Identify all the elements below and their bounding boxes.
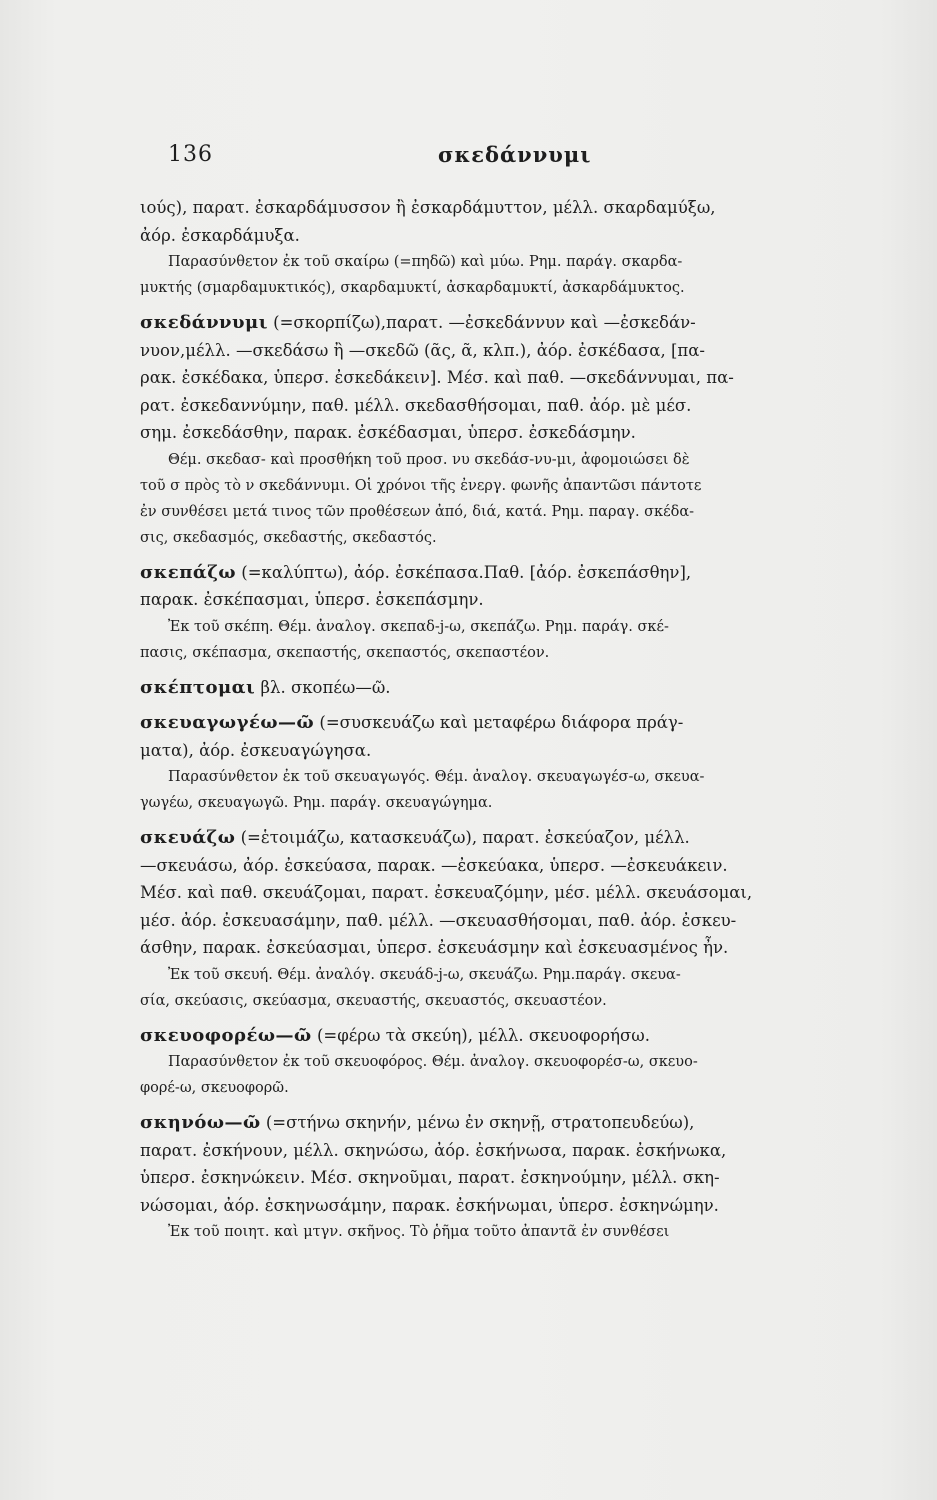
entry-line: μέσ. ἀόρ. ἐσκευασάμην, παθ. μέλλ. —σκευασθήσομαι, παθ. ἀόρ. ἐσκευ-	[140, 910, 737, 930]
entry-line: ματα), ἀόρ. ἐσκευαγώγησα.	[140, 740, 372, 760]
entry-line: ρακ. ἐσκέδακα, ὑπερσ. ἐσκεδάκειν]. Μέσ. καὶ παθ. —σκεδάννυμαι, πα-	[140, 368, 734, 387]
running-head: σκεδάννυμι	[438, 142, 592, 167]
entry-line: νώσομαι, ἀόρ. ἐσκηνωσάμην, παρακ. ἐσκήνωμαι, ὑπερσ. ἐσκηνώμην.	[140, 1195, 719, 1215]
entry-line: (=καλύπτω), ἀόρ. ἐσκέπασα.Παθ. [ἀόρ. ἐσκεπάσθην],	[241, 562, 692, 582]
entry-line: ἀόρ. ἐσκαρδάμυξα.	[140, 225, 300, 245]
etymology-line: Ἐκ τοῦ σκέπη. Θέμ. ἀναλογ. σκεπαδ-j-ω, σκεπάζω. Ρημ. παράγ. σκέ-	[168, 618, 669, 635]
entry-line: (=φέρω τὰ σκεύη), μέλλ. σκευοφορήσω.	[316, 1025, 650, 1045]
etymology-line: πασις, σκέπασμα, σκεπαστής, σκεπαστός, σκεπαστέον.	[140, 644, 550, 661]
entry-line: (=συσκευάζω καὶ μεταφέρω διάφορα πράγ-	[319, 713, 684, 732]
page-header	[168, 138, 858, 174]
entry-line: ρατ. ἐσκεδαννύμην, παθ. μέλλ. σκεδασθήσομαι, παθ. ἀόρ. μὲ μέσ.	[140, 395, 692, 415]
etymology-line: σις, σκεδασμός, σκεδαστής, σκεδαστός.	[140, 529, 437, 546]
entry-line: ὑπερσ. ἐσκηνώκειν. Μέσ. σκηνοῦμαι, παρατ. ἐσκηνούμην, μέλλ. σκη-	[140, 1168, 720, 1187]
dictionary-body	[140, 194, 912, 1253]
entry-line: (=στήνω σκηνήν, μένω ἐν σκηνῇ, στρατοπευδεύω),	[265, 1113, 695, 1132]
entry-skenoo	[140, 1109, 912, 1245]
entry-line: (=σκορπίζω),παρατ. —ἐσκεδάννυν καὶ —ἐσκεδάν-	[273, 313, 696, 332]
headword: σκευαγωγέω—ῶ	[140, 712, 315, 733]
entry-line: άσθην, παρακ. ἐσκεύασμαι, ὑπερσ. ἐσκευάσμην καὶ ἐσκευασμένος ἦν.	[140, 938, 729, 957]
entry-line: βλ. σκοπέω—ῶ.	[260, 677, 391, 697]
entry-skeuagogeo	[140, 709, 912, 816]
headword: σκευοφορέω—ῶ	[140, 1024, 312, 1046]
page-number: 136	[168, 142, 213, 167]
etymology-line: γωγέω, σκευαγωγῶ. Ρημ. παράγ. σκευαγώγημα.	[140, 795, 493, 811]
headword: σκηνόω—ῶ	[140, 1112, 261, 1133]
etymology-line: Παρασύνθετον ἐκ τοῦ σκευαγωγός. Θέμ. ἀναλογ. σκευαγωγέσ-ω, σκευα-	[168, 769, 705, 785]
entry-line: σημ. ἐσκεδάσθην, παρακ. ἐσκέδασμαι, ὑπερσ. ἐσκεδάσμην.	[140, 423, 636, 442]
entry-line: νυον,μέλλ. —σκεδάσω ἢ —σκεδῶ (ᾶς, ᾶ, κλπ.), ἀόρ. ἐσκέδασα, [πα-	[140, 340, 705, 360]
headword: σκεπάζω	[140, 561, 237, 583]
headword: σκέπτομαι	[140, 676, 256, 698]
entry-skeuazo	[140, 824, 912, 1014]
etymology-line: Παρασύνθετον ἐκ τοῦ σκευοφόρος. Θέμ. ἀναλογ. σκευοφορέσ-ω, σκευο-	[168, 1054, 698, 1070]
entry-skeuophoreo	[140, 1022, 912, 1102]
etymology-line: μυκτής (σμαρδαμυκτικός), σκαρδαμυκτί, ἀσκαρδαμυκτί, ἀσκαρδάμυκτος.	[140, 280, 685, 296]
entry-line: —σκευάσω, ἀόρ. ἐσκεύασα, παρακ. —ἐσκεύακα, ὑπερσ. —ἐσκευάκειν.	[140, 855, 728, 875]
entry-line: παρατ. ἐσκήνουν, μέλλ. σκηνώσω, ἀόρ. ἐσκήνωσα, παρακ. ἐσκήνωκα,	[140, 1140, 727, 1160]
entry-line: παρακ. ἐσκέπασμαι, ὑπερσ. ἐσκεπάσμην.	[140, 590, 484, 609]
etymology-line: Παρασύνθετον ἐκ τοῦ σκαίρω (=πηδῶ) καὶ μύω. Ρημ. παράγ. σκαρδα-	[168, 254, 683, 270]
entry-line: ιούς), παρατ. ἐσκαρδάμυσσον ἢ ἐσκαρδάμυττον, μέλλ. σκαρδαμύξω,	[140, 198, 716, 217]
etymology-line: τοῦ σ πρὸς τὸ ν σκεδάννυμι. Οἱ χρόνοι τῆς ἐνεργ. φωνῆς ἀπαντῶσι πάντοτε	[140, 477, 702, 494]
headword: σκευάζω	[140, 827, 236, 848]
entry-line: Μέσ. καὶ παθ. σκευάζομαι, παρατ. ἐσκευαζόμην, μέσ. μέλλ. σκευάσομαι,	[140, 883, 753, 902]
etymology-line: Θέμ. σκεδασ- καὶ προσθήκη τοῦ προσ. νυ σκεδάσ-νυ-μι, ἀφομοιώσει δὲ	[168, 451, 690, 468]
entry-line: (=ἑτοιμάζω, κατασκευάζω), παρατ. ἐσκεύαζον, μέλλ.	[240, 828, 690, 847]
entry-skardamysso-continued	[140, 194, 912, 301]
entry-skedannymi	[140, 309, 912, 551]
etymology-line: Ἐκ τοῦ σκευή. Θέμ. ἀναλόγ. σκευάδ-j-ω, σκευάζω. Ρημ.παράγ. σκευα-	[168, 966, 681, 983]
etymology-line: Ἐκ τοῦ ποιητ. καὶ μτγν. σκῆνος. Τὸ ῥῆμα τοῦτο ἀπαντᾶ ἐν συνθέσει	[168, 1224, 670, 1240]
etymology-line: σία, σκεύασις, σκεύασμα, σκευαστής, σκευαστός, σκευαστέον.	[140, 992, 607, 1009]
entry-skeptomai	[140, 674, 912, 702]
headword: σκεδάννυμι	[140, 312, 268, 333]
etymology-line: ἐν συνθέσει μετά τινος τῶν προθέσεων ἀπό, διά, κατά. Ρημ. παραγ. σκέδα-	[140, 503, 695, 520]
entry-skepazo	[140, 559, 912, 666]
etymology-line: φορέ-ω, σκευοφορῶ.	[140, 1080, 289, 1096]
